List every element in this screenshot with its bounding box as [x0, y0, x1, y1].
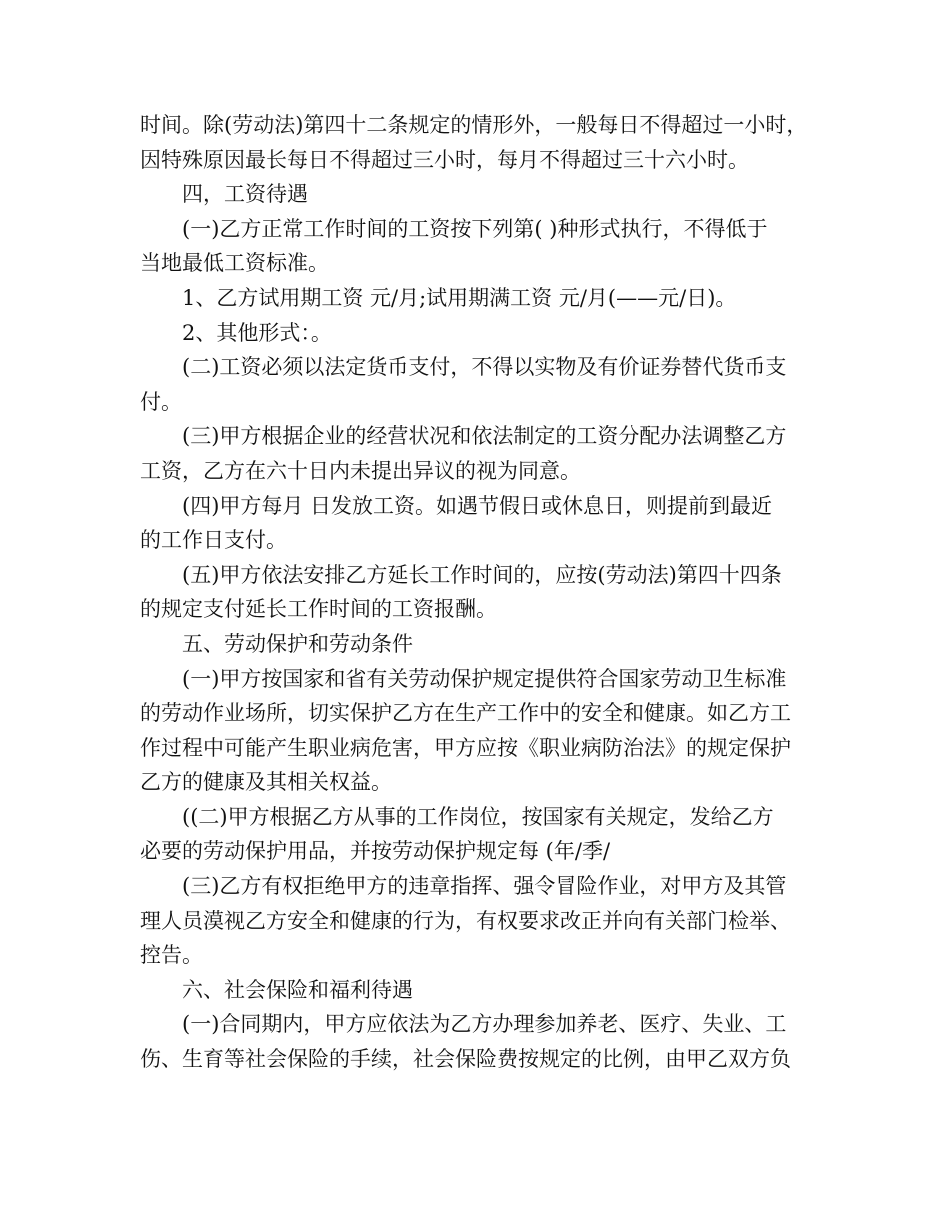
document-line: 的工作日支付。 — [140, 528, 287, 553]
document-line: 因特殊原因最长每日不得超过三小时，每月不得超过三十六小时。 — [140, 147, 749, 172]
document-line: 1、乙方试用期工资 元/月;试用期满工资 元/月(——元/日)。 — [182, 285, 737, 310]
document-line: 付。 — [140, 389, 182, 414]
document-line: 四，工资待遇 — [182, 182, 308, 207]
document-line: (一)乙方正常工作时间的工资按下列第( )种形式执行，不得低于 — [182, 216, 768, 241]
document-line: (一)甲方按国家和省有关劳动保护规定提供符合国家劳动卫生标准 — [182, 666, 787, 691]
document-line: 理人员漠视乙方安全和健康的行为，有权要求改正并向有关部门检举、 — [140, 908, 791, 933]
document-line: 当地最低工资标准。 — [140, 251, 329, 276]
document-line: 工资，乙方在六十日内未提出异议的视为同意。 — [140, 458, 581, 483]
document-line: 六、社会保险和福利待遇 — [182, 977, 413, 1002]
document-line: 2、其他形式：。 — [182, 320, 332, 345]
document-line: 必要的劳动保护用品，并按劳动保护规定每 (年/季/ — [140, 839, 611, 864]
document-line: (四)甲方每月 日发放工资。如遇节假日或休息日，则提前到最近 — [182, 493, 773, 518]
document-line: (二)工资必须以法定货币支付，不得以实物及有价证券替代货币支 — [182, 355, 787, 380]
document-body — [140, 108, 820, 1077]
document-line: 伤、生育等社会保险的手续，社会保险费按规定的比例，由甲乙双方负 — [140, 1047, 791, 1072]
document-line: 作过程中可能产生职业病危害，甲方应按《职业病防治法》的规定保护 — [140, 735, 791, 760]
document-line: ((二)甲方根据乙方从事的工作岗位，按国家有关规定，发给乙方 — [182, 804, 774, 829]
document-line: 五、劳动保护和劳动条件 — [182, 631, 413, 656]
document-line: (三)乙方有权拒绝甲方的违章指挥、强令冒险作业，对甲方及其管 — [182, 874, 787, 899]
document-line: (一)合同期内，甲方应依法为乙方办理参加养老、医疗、失业、工 — [182, 1012, 787, 1037]
document-line: 的劳动作业场所，切实保护乙方在生产工作中的安全和健康。如乙方工 — [140, 701, 791, 726]
document-line: (五)甲方依法安排乙方延长工作时间的，应按(劳动法)第四十四条 — [182, 562, 782, 587]
document-line: 控告。 — [140, 943, 203, 968]
document-line: 时间。除(劳动法)第四十二条规定的情形外，一般每日不得超过一小时， — [140, 113, 808, 137]
document-line: 乙方的健康及其相关权益。 — [140, 770, 392, 795]
document-line: 的规定支付延长工作时间的工资报酬。 — [140, 597, 497, 622]
document-line: (三)甲方根据企业的经营状况和依法制定的工资分配办法调整乙方 — [182, 424, 787, 449]
